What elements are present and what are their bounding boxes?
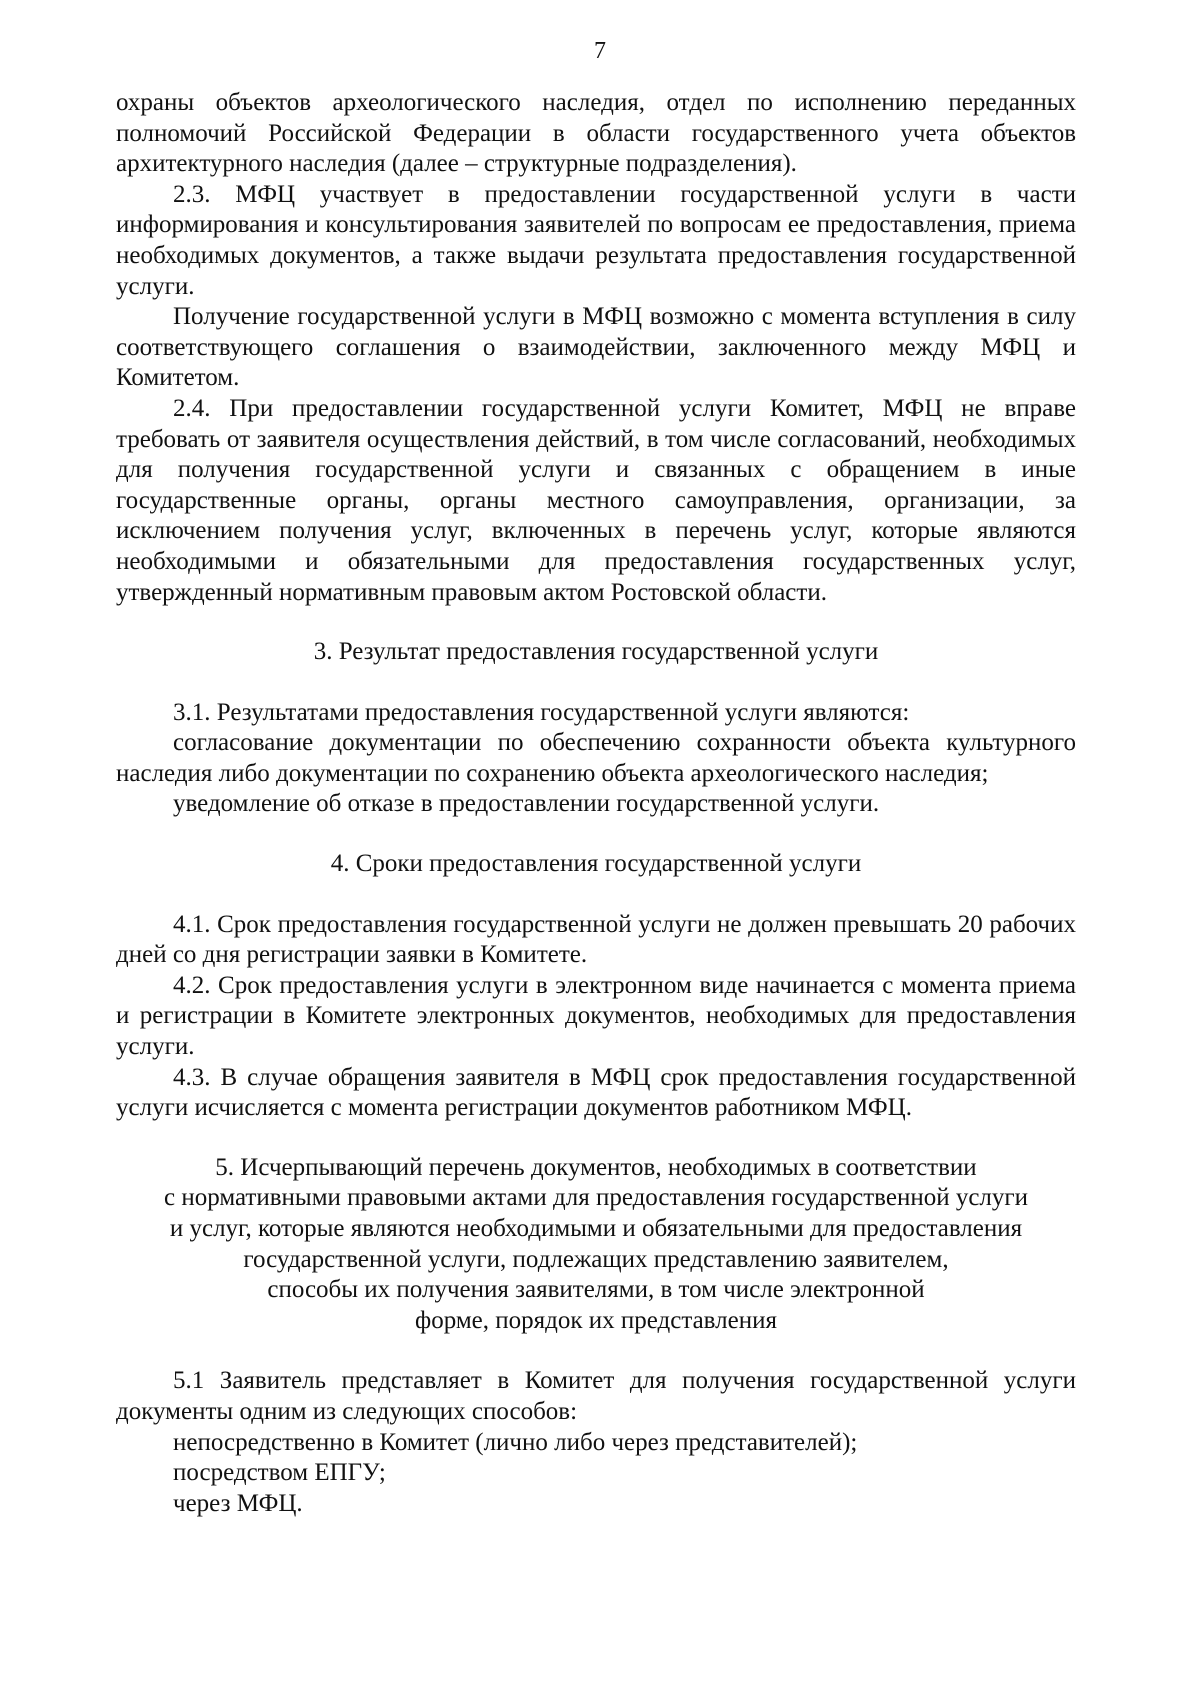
paragraph-4-1: 4.1. Срок предоставления государственной услуги не должен превышать 20 рабочих дней со дня регистрации заявки в Комитете. xyxy=(116,910,1076,969)
paragraph-result-approval: согласование документации по обеспечению сохранности объекта культурного наследия либо документации по сохранению объекта археологического наследия; xyxy=(116,729,1076,787)
section-4-heading: 4. Сроки предоставления государственной услуги xyxy=(330,850,862,878)
section-5-heading-line: форме, порядок их представления xyxy=(415,1306,777,1334)
paragraph-mfc-availability: Получение государственной услуги в МФЦ возможно с момента вступления в силу соответствующего соглашения о взаимодействии, заключенного между МФЦ и Комитетом. xyxy=(116,303,1076,392)
list-item-in-person: непосредственно в Комитет (лично либо через представителей); xyxy=(173,1428,858,1456)
list-item-mfc: через МФЦ. xyxy=(173,1489,303,1517)
paragraph-4-3: 4.3. В случае обращения заявителя в МФЦ срок предоставления государственной услуги исчисляется с момента регистрации документов работником МФЦ. xyxy=(116,1063,1076,1122)
section-5-heading-line: 5. Исчерпывающий перечень документов, необходимых в соответствии xyxy=(215,1153,977,1181)
paragraph-3-1: 3.1. Результатами предоставления государственной услуги являются: xyxy=(173,698,910,726)
paragraph-2-3: 2.3. МФЦ участвует в предоставлении государственной услуги в части информирования и консультирования заявителей по вопросам ее предоставления, приема необходимых документов, а также выдачи результата предоставления государственной услуги. xyxy=(116,180,1076,300)
paragraph-5-1: 5.1 Заявитель представляет в Комитет для получения государственной услуги документы одним из следующих способов: xyxy=(116,1367,1076,1425)
section-5-heading-line: с нормативными правовыми актами для предоставления государственной услуги xyxy=(163,1184,1029,1212)
section-5-heading-line: государственной услуги, подлежащих представлению заявителем, xyxy=(243,1245,949,1273)
section-5-heading-line: и услуг, которые являются необходимыми и обязательными для предоставления xyxy=(169,1215,1023,1242)
document-body xyxy=(116,88,1076,1519)
page-number: 7 xyxy=(594,38,606,64)
paragraph-result-refusal: уведомление об отказе в предоставлении государственной услуги. xyxy=(173,790,880,818)
paragraph-2-4: 2.4. При предоставлении государственной услуги Комитет, МФЦ не вправе требовать от заявителя осуществления действий, в том числе согласований, необходимых для получения государственной услуги и связанных с обращением в иные государственные органы, органы местного самоуправления, организации, за исключением получения услуг, включенных в перечень услуг, которые являются необходимыми и обязательными для предоставления государственных услуг, утвержденный нормативным правовым актом Ростовской области. xyxy=(116,394,1076,606)
paragraph-4-2: 4.2. Срок предоставления услуги в электронном виде начинается с момента приема и регистрации в Комитете электронных документов, необходимых для предоставления услуги. xyxy=(116,971,1076,1061)
section-5-heading xyxy=(116,1153,1076,1337)
list-item-epgu: посредством ЕПГУ; xyxy=(173,1459,386,1487)
section-3-heading: 3. Результат предоставления государственной услуги xyxy=(313,638,879,666)
paragraph-continuation: охраны объектов археологического наследия, отдел по исполнению переданных полномочий Российской Федерации в области государственного учета объектов архитектурного наследия (далее – структурные подразделения). xyxy=(116,89,1076,178)
section-5-heading-line: способы их получения заявителями, в том числе электронной xyxy=(267,1276,925,1304)
